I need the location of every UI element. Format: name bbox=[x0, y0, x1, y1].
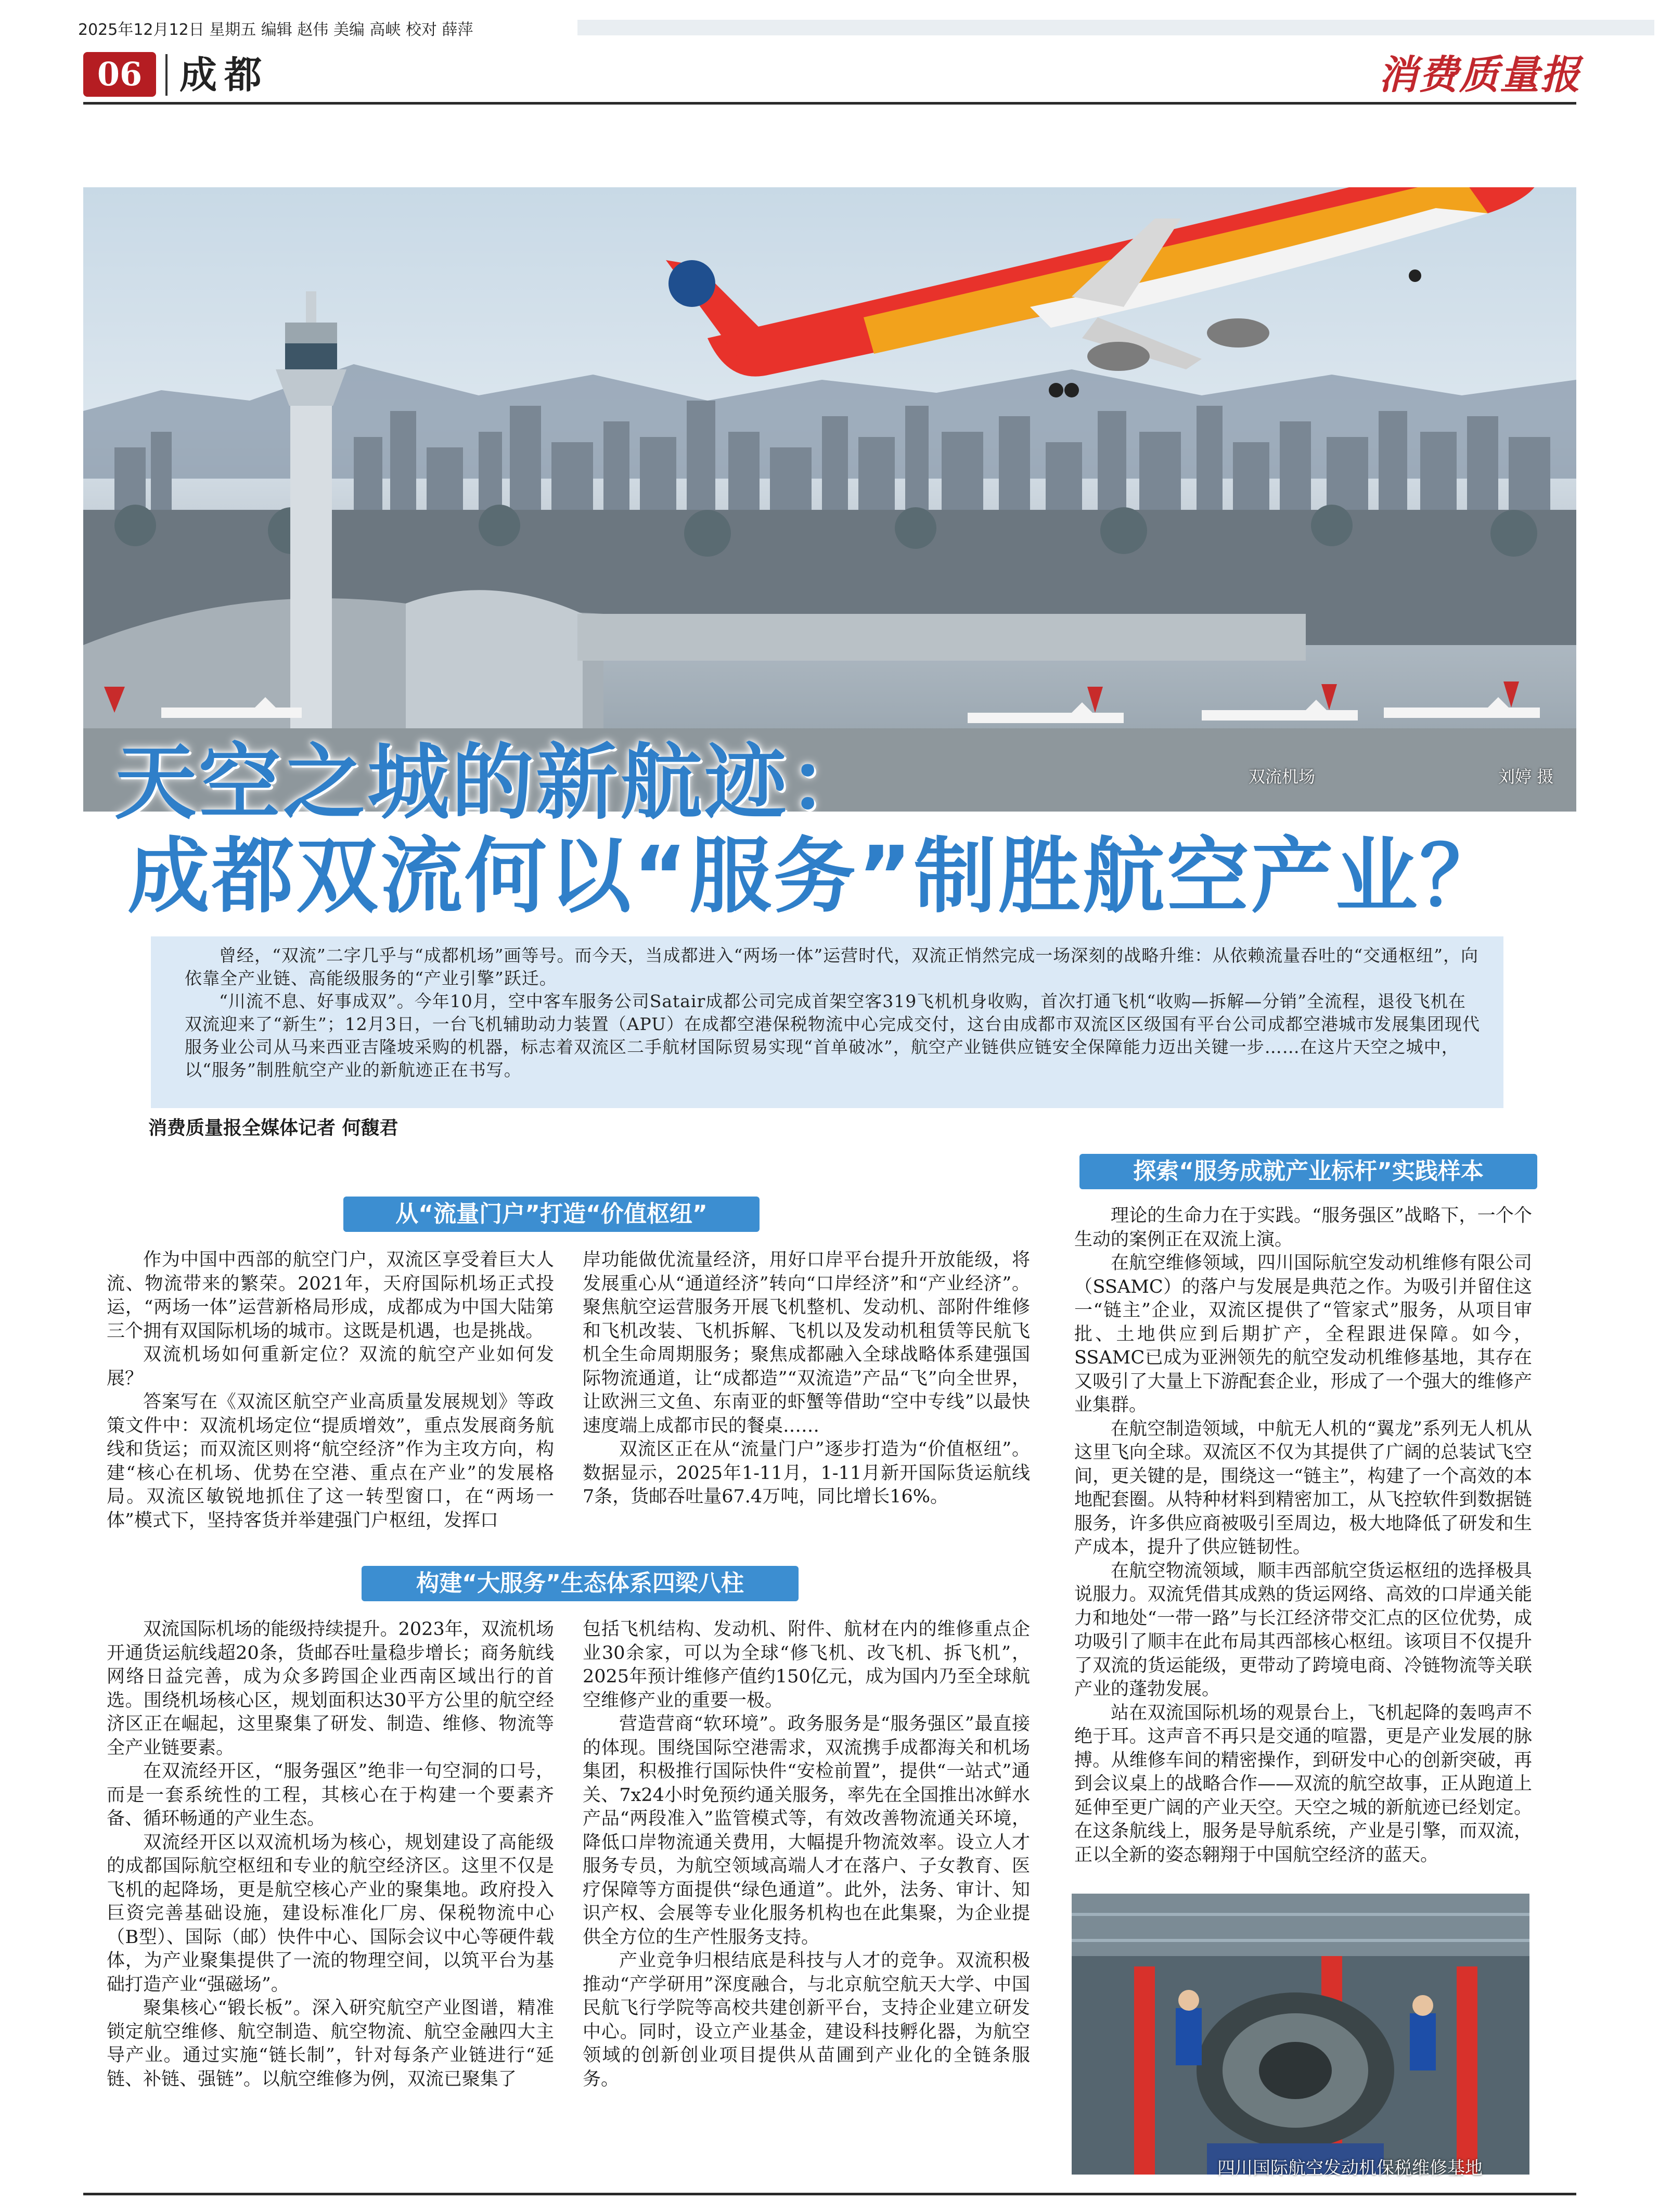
paragraph: 双流经开区以双流机场为核心，规划建设了高能级的成都国际航空枢纽和专业的航空经济区。这里不仅是飞机的起降场，更是航空核心产业的聚集地。政府投入巨资完善基础设施，建设标准化厂房、保税物流中心（B型）、国际（邮）快件中心、国际会议中心等硬件载体，为产业聚集提供了一流的物理空间，以筑平台为基础打造产业“强磁场”。 bbox=[107, 1832, 554, 1995]
workshop-photo bbox=[1072, 1894, 1529, 2175]
subhead-3: 探索“服务成就产业标杆”实践样本 bbox=[1079, 1154, 1537, 1189]
paragraph: 在双流经开区，“服务强区”绝非一句空洞的口号，而是一套系统性的工程，其核心在于构建一个要素齐备、循环畅通的产业生态。 bbox=[107, 1761, 554, 1829]
paragraph: 在航空物流领域，顺丰西部航空货运枢纽的选择极具说服力。双流凭借其成熟的货运网络、高效的口岸通关能力和地处“一带一路”与长江经济带交汇点的区位优势，成功吸引了顺丰在此布局其西部核心枢纽。该项目不仅提升了双流的货运能级，更带动了跨境电商、冷链物流等关联产业的蓬勃发展。 bbox=[1074, 1560, 1532, 1700]
paragraph: 理论的生命力在于实践。“服务强区”战略下，一个个生动的案例正在双流上演。 bbox=[1074, 1205, 1532, 1250]
article-column bbox=[583, 1249, 1030, 1509]
headline-line1: 天空之城的新航迹： bbox=[114, 735, 873, 831]
article-column bbox=[107, 1249, 554, 1533]
article-column bbox=[583, 1618, 1030, 2091]
byline: 消费质量报全媒体记者 何馥君 bbox=[148, 1117, 398, 1139]
paragraph: 岸功能做优流量经济，用好口岸平台提升开放能级，将发展重心从“通道经济”转向“口岸经济”和“产业经济”。聚焦航空运营服务开展飞机整机、发动机、部附件维修和飞机改装、飞机拆解、飞机以及发动机租赁等民航飞机全生命周期服务；聚焦成都融入全球战略体系建强国际物流通道，让“成都造”“双流造”产品“飞”向全世界，让欧洲三文鱼、东南亚的虾蟹等借助“空中专线”以最快速度端上成都市民的餐桌…… bbox=[583, 1250, 1030, 1436]
paragraph: 聚集核心“锻长板”。深入研究航空产业图谱，精准锁定航空维修、航空制造、航空物流、航空金融四大主导产业。通过实施“链长制”，针对每条产业链进行“延链、补链、强链”。以航空维修为例，双流已聚集了 bbox=[107, 1998, 554, 2090]
terminal-arch bbox=[406, 590, 583, 739]
paragraph: 站在双流国际机场的观景台上，飞机起降的轰鸣声不绝于耳。这声音不再只是交通的喧嚣，更是产业发展的脉搏。从维修车间的精密操作，到研发中心的创新突破，再到会议桌上的战略合作——双流的航空故事，正从跑道上延伸至更广阔的产业天空。天空之城的新航迹已经划定。在这条航线上，服务是导航系统，产业是引擎，而双流，正以全新的姿态翱翔于中国航空经济的蓝天。 bbox=[1074, 1702, 1532, 1866]
paragraph: 营造营商“软环境”。政务服务是“服务强区”最直接的体现。围绕国际空港需求，双流携手成都海关和机场集团，积极推行国际快件“安检前置”，提供“一站式”通关、7x24小时免预约通关服务，率先在全国推出冰鲜水产品“两段准入”监管模式等，有效改善物流通关环境，降低口岸物流通关费用，大幅提升物流效率。设立人才服务专员，为航空领域高端人才在落户、子女教育、医疗保障等方面提供“绿色通道”。此外，法务、审计、知识产权、会展等专业化服务机构也在此集聚，为企业提供全方位的生产性服务支持。 bbox=[583, 1714, 1030, 1948]
hero-caption: 双流机场 bbox=[1249, 767, 1316, 787]
paragraph: 答案写在《双流区航空产业高质量发展规划》等政策文件中：双流机场定位“提质增效”，重点发展商务航线和货运；而双流区则将“航空经济”作为主攻方向，构建“核心在机场、优势在空港、重点在产业”的发展格局。双流区敏锐地抓住了这一转型窗口，在“两场一体”模式下，坚持客货并举建强门户枢纽，发挥口 bbox=[107, 1392, 554, 1531]
paragraph: 双流国际机场的能级持续提升。2023年，双流机场开通货运航线超20条，货邮吞吐量稳步增长；商务航线网络日益完善，成为众多跨国企业西南区域出行的首选。围绕机场核心区，规划面积达30平方公里的航空经济区正在崛起，这里聚集了研发、制造、维修、物流等全产业链要素。 bbox=[107, 1619, 554, 1758]
paragraph: 双流机场如何重新定位？双流的航空产业如何发展？ bbox=[107, 1344, 554, 1389]
newspaper-brand: 消费质量报 bbox=[1378, 52, 1581, 98]
airplane-icon bbox=[666, 187, 1540, 397]
divider bbox=[165, 54, 168, 96]
article-column bbox=[1074, 1204, 1532, 1867]
subhead-1: 从“流量门户”打造“价值枢纽” bbox=[343, 1197, 760, 1232]
paragraph: 包括飞机结构、发动机、附件、航材在内的维修重点企业30余家，可以为全球“修飞机、改飞机、拆飞机”，2025年预计维修产值约150亿元，成为国内乃至全球航空维修产业的重要一极。 bbox=[583, 1619, 1030, 1711]
lead-paragraph: 曾经，“双流”二字几乎与“成都机场”画等号。而今天，当成都进入“两场一体”运营时代，双流正悄然完成一场深刻的战略升维：从依赖流量吞吐的“交通枢纽”，向依靠全产业链、高能级服务的“产业引擎”跃迁。 bbox=[185, 945, 1478, 988]
photo-caption: 四川国际航空发动机保税维修基地 bbox=[1217, 2158, 1483, 2179]
bottom-rule bbox=[83, 2193, 1576, 2195]
airport-illustration bbox=[83, 187, 1576, 812]
lead-paragraph: “川流不息、好事成双”。今年10月，空中客车服务公司Satair成都公司完成首架空客319飞机机身收购，首次打通飞机“收购—拆解—分销”全流程，退役飞机在双流迎来了“新生”；12月3日，一台飞机辅助动力装置（APU）在成都空港保税物流中心完成交付，这台由成都市双流区区级国有平台公司成都空港城市发展集团现代服务业公司从马来西亚吉隆坡采购的机器，标志着双流区二手航材国际贸易实现“首单破冰”，航空产业链供应链安全保障能力迈出关键一步……在这片天空之城中，以“服务”制胜航空产业的新航迹正在书写。 bbox=[185, 991, 1480, 1080]
header-strip bbox=[577, 20, 1654, 35]
dateline: 2025年12月12日 星期五 编辑 赵伟 美编 高峡 校对 薛萍 bbox=[78, 21, 473, 39]
subhead-2: 构建“大服务”生态体系四梁八柱 bbox=[362, 1566, 799, 1601]
headline-line2: 成都双流何以“服务”制胜航空产业？ bbox=[127, 829, 1504, 924]
page-number: 06 bbox=[83, 52, 156, 97]
paragraph: 作为中国中西部的航空门户，双流区享受着巨大人流、物流带来的繁荣。2021年，天府国际机场正式投运，“两场一体”运营新格局形成，成都成为中国大陆第三个拥有双国际机场的城市。这既是机遇，也是挑战。 bbox=[107, 1250, 554, 1342]
paragraph: 在航空维修领域，四川国际航空发动机维修有限公司（SSAMC）的落户与发展是典范之作。为吸引并留住这一“链主”企业，双流区提供了“管家式”服务，从项目审批、土地供应到后期扩产，全程跟进保障。如今，SSAMC已成为亚洲领先的航空发动机维修基地，其存在又吸引了大量上下游配套企业，形成了一个强大的维修产业集群。 bbox=[1074, 1253, 1532, 1416]
paragraph: 双流区正在从“流量门户”逐步打造为“价值枢纽”。数据显示，2025年1-11月，1-11月新开国际货运航线7条，货邮吞吐量67.4万吨，同比增长16%。 bbox=[583, 1439, 1030, 1507]
engine-workshop-icon bbox=[1072, 1894, 1529, 2175]
terminal-building bbox=[577, 614, 1306, 661]
article-column bbox=[107, 1618, 554, 2091]
paragraph: 在航空制造领域，中航无人机的“翼龙”系列无人机从这里飞向全球。双流区不仅为其提供了广阔的总装试飞空间，更关键的是，围绕这一“链主”，构建了一个高效的本地配套圈。从特种材料到精密加工，从飞控软件到数据链服务，许多供应商被吸引至周边，极大地降低了研发和生产成本，提升了供应链韧性。 bbox=[1074, 1418, 1532, 1558]
section-title: 成都 bbox=[179, 53, 269, 97]
lead-text bbox=[185, 944, 1480, 1082]
top-rule bbox=[83, 102, 1576, 105]
hero-credit: 刘婷 摄 bbox=[1498, 767, 1554, 787]
hero-photo bbox=[83, 187, 1576, 812]
header-bar bbox=[78, 15, 1576, 40]
paragraph: 产业竞争归根结底是科技与人才的竞争。双流积极推动“产学研用”深度融合，与北京航空航天大学、中国民航飞行学院等高校共建创新平台，支持企业建立研发中心。同时，设立产业基金，建设科技孵化器，为航空领域的创新创业项目提供从苗圃到产业化的全链条服务。 bbox=[583, 1950, 1030, 2090]
